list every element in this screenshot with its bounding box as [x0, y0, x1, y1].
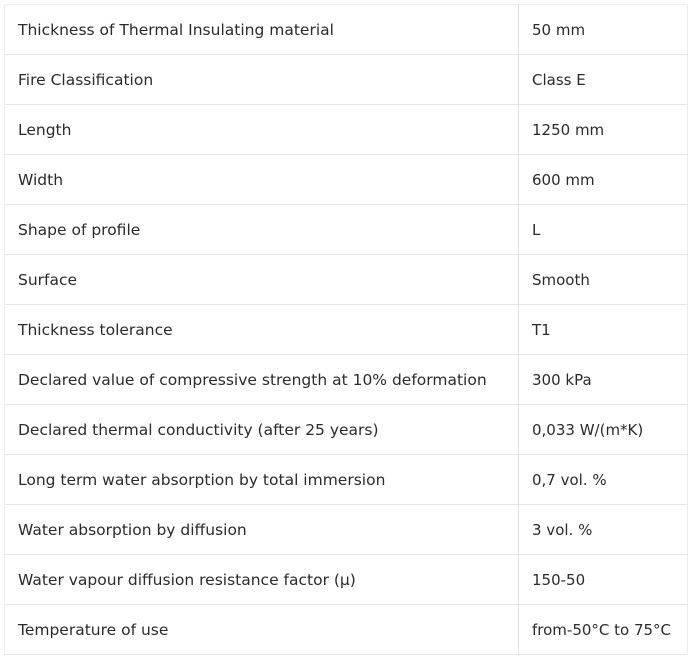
table-row	[5, 155, 688, 205]
property-name: Declared value of compressive strength at 10% deformation	[5, 355, 519, 405]
property-name: Surface	[5, 255, 519, 305]
property-name: Thickness of Thermal Insulating material	[5, 5, 519, 55]
property-value: 150-50	[519, 555, 688, 605]
property-name: Length	[5, 105, 519, 155]
table-row	[5, 505, 688, 555]
property-name: Temperature of use	[5, 605, 519, 655]
property-name: Width	[5, 155, 519, 205]
property-name: Thickness tolerance	[5, 305, 519, 355]
property-name: Water absorption by diffusion	[5, 505, 519, 555]
table-row	[5, 405, 688, 455]
property-value: 1250 mm	[519, 105, 688, 155]
property-value: Smooth	[519, 255, 688, 305]
property-name: Water vapour diffusion resistance factor (μ)	[5, 555, 519, 605]
property-value: Class E	[519, 55, 688, 105]
property-value: 0,033 W/(m*K)	[519, 405, 688, 455]
property-value: from-50°C to 75°C	[519, 605, 688, 655]
table-row	[5, 5, 688, 55]
property-name: Shape of profile	[5, 205, 519, 255]
specifications-table	[4, 4, 688, 655]
table-row	[5, 255, 688, 305]
property-value: 3 vol. %	[519, 505, 688, 555]
property-value: T1	[519, 305, 688, 355]
property-name: Long term water absorption by total immersion	[5, 455, 519, 505]
table-row	[5, 455, 688, 505]
table-row	[5, 555, 688, 605]
property-value: L	[519, 205, 688, 255]
table-row	[5, 205, 688, 255]
property-value: 0,7 vol. %	[519, 455, 688, 505]
property-name: Declared thermal conductivity (after 25 years)	[5, 405, 519, 455]
property-value: 300 kPa	[519, 355, 688, 405]
property-name: Fire Classification	[5, 55, 519, 105]
table-row	[5, 605, 688, 655]
table-row	[5, 55, 688, 105]
property-value: 600 mm	[519, 155, 688, 205]
table-row	[5, 305, 688, 355]
property-value: 50 mm	[519, 5, 688, 55]
table-row	[5, 105, 688, 155]
table-row	[5, 355, 688, 405]
